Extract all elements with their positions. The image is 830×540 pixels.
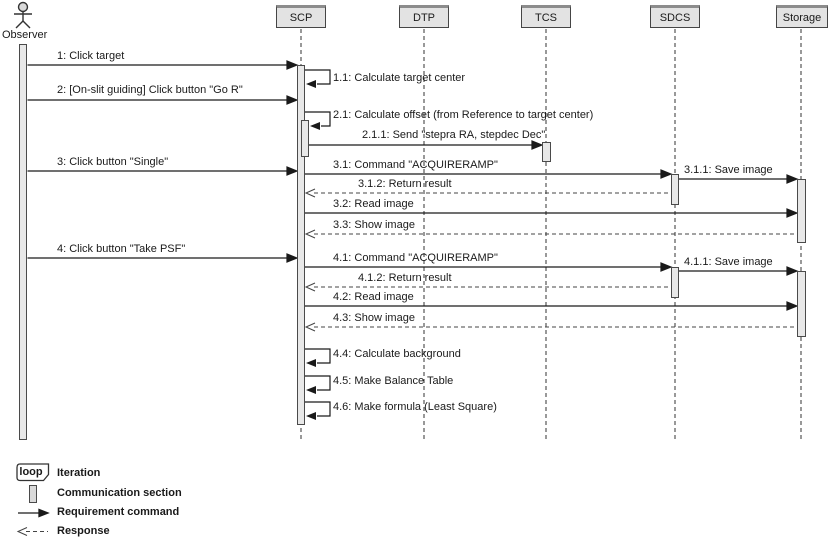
- message-label-3-1-1: 3.1.1: Save image: [684, 164, 773, 176]
- arrow-msg-2-1-1: [309, 141, 542, 149]
- activation-scp-nested: [301, 120, 309, 157]
- message-label-3-3: 3.3: Show image: [333, 219, 415, 231]
- message-label-4-3: 4.3: Show image: [333, 312, 415, 324]
- arrow-msg-1-1: [305, 70, 330, 88]
- participant-dtp-label: DTP: [413, 11, 435, 24]
- message-label-4-1-2: 4.1.2: Return result: [358, 272, 452, 284]
- message-label-3: 3: Click button "Single": [57, 156, 169, 168]
- participant-tcs-label: TCS: [535, 11, 557, 24]
- message-label-4: 4: Click button "Take PSF": [57, 243, 186, 255]
- legend-loop-label: loop: [19, 466, 43, 478]
- message-label-4-6: 4.6: Make formula (Least Square): [333, 401, 497, 413]
- message-label-1-1: 1.1: Calculate target center: [333, 72, 466, 84]
- participant-tcs: [521, 5, 571, 28]
- message-label-2-1: 2.1: Calculate offset (from Reference to target center): [333, 109, 594, 121]
- solid-arrow-icon: [18, 510, 48, 517]
- activation-bar-icon: [29, 485, 37, 503]
- dashed-arrow-icon: [18, 528, 48, 536]
- participant-scp-label: SCP: [289, 11, 313, 24]
- actor-icon: [14, 3, 32, 29]
- message-label-2-1-1: 2.1.1: Send "stepra RA, stepdec Dec": [362, 129, 546, 141]
- arrow-msg-4-4: [305, 349, 330, 367]
- message-label-4-1-1: 4.1.1: Save image: [684, 256, 773, 268]
- legend-item-response: Response: [57, 525, 110, 537]
- message-label-3-1-2: 3.1.2: Return result: [358, 178, 452, 190]
- message-label-2: 2: [On-slit guiding] Click button "Go R": [57, 84, 243, 96]
- activation-scp-main: [297, 65, 305, 425]
- arrow-msg-4-6: [305, 402, 330, 420]
- activation-tcs: [542, 142, 551, 162]
- legend-item-communication-section: Communication section: [57, 487, 182, 499]
- activation-storage-2: [797, 271, 806, 337]
- participant-scp: [276, 5, 326, 28]
- activation-storage-1: [797, 179, 806, 243]
- legend-item-iteration: Iteration: [57, 467, 101, 479]
- arrow-msg-2: [28, 96, 298, 104]
- message-label-4-1: 4.1: Command "ACQUIRERAMP": [333, 252, 498, 264]
- message-label-4-5: 4.5: Make Balance Table: [333, 375, 454, 387]
- participant-sdcs-label: SDCS: [659, 11, 691, 24]
- activation-sdcs-1: [671, 174, 679, 205]
- participant-storage-label: Storage: [782, 11, 822, 24]
- legend-item-requirement-command: Requirement command: [57, 506, 180, 518]
- activation-observer: [19, 44, 27, 440]
- participant-observer-label: Observer: [2, 29, 48, 41]
- message-label-4-4: 4.4: Calculate background: [333, 348, 461, 360]
- arrow-msg-4-5: [305, 376, 330, 394]
- message-label-3-1: 3.1: Command "ACQUIRERAMP": [333, 159, 498, 171]
- participant-sdcs: [650, 5, 700, 28]
- message-label-4-2: 4.2: Read image: [333, 291, 414, 303]
- participant-dtp: [399, 5, 449, 28]
- message-label-1: 1: Click target: [57, 50, 125, 62]
- activation-sdcs-2: [671, 267, 679, 298]
- participant-storage: [776, 5, 828, 28]
- message-label-3-2: 3.2: Read image: [333, 198, 414, 210]
